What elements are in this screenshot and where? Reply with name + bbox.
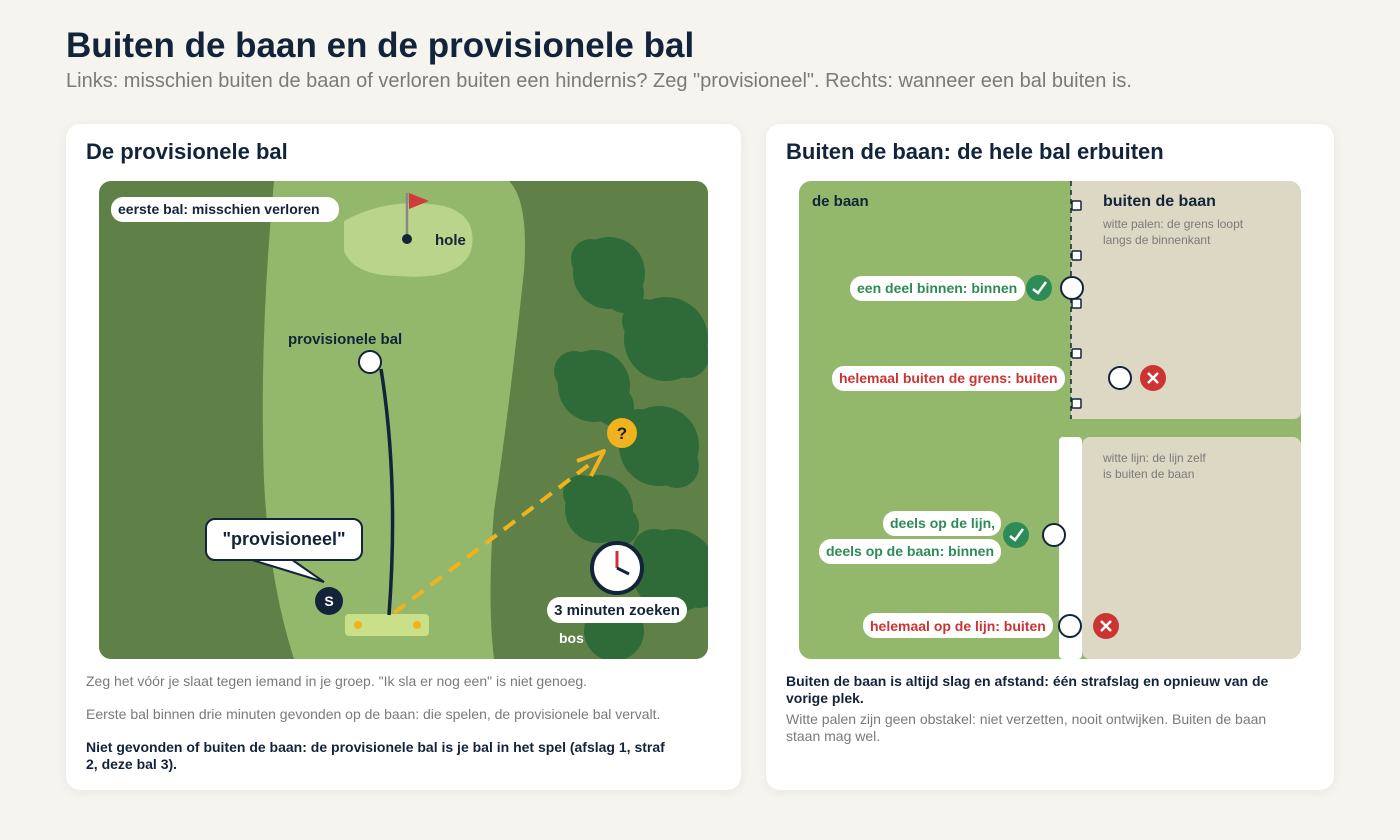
provisional-ball-label: provisionele bal — [288, 331, 403, 348]
hole-label: hole — [435, 232, 466, 249]
hole-icon — [402, 234, 412, 244]
player-label: S — [324, 593, 334, 609]
fully-line-label: helemaal op de lijn: buiten — [870, 618, 1046, 634]
oob-note: Witte palen zijn geen obstakel: niet verzetten, nooit ontwijken. Buiten de baan staan mag wel. — [786, 711, 1267, 744]
note-not-found: Niet gevonden of buiten de baan: de provisionele bal is je bal in het spel (afslag 1, straf 2, deze bal 3). — [86, 739, 665, 772]
course-label: de baan — [812, 193, 869, 210]
search-label: 3 minuten zoeken — [554, 602, 680, 619]
ball-partly-line — [1043, 524, 1065, 546]
note-announce: Zeg het vóór je slaat tegen iemand in je groep. "Ik sla er nog een" is niet genoeg. — [86, 673, 588, 689]
provisional-card-title: De provisionele bal — [86, 139, 288, 164]
out-of-bounds-card — [766, 124, 1334, 790]
partly-line-label-1: deels op de lijn, — [890, 515, 996, 531]
oob-card-title: Buiten de baan: de hele bal erbuiten — [786, 139, 1164, 164]
tee-marker — [413, 621, 421, 629]
note-found: Eerste bal binnen drie minuten gevonden op de baan: die spelen, de provisionele bal vervalt. — [86, 706, 661, 722]
ball-fully-outside — [1109, 367, 1131, 389]
tee-marker — [354, 621, 362, 629]
page-title: Buiten de baan en de provisionele bal — [66, 26, 695, 65]
page-subtitle: Links: misschien buiten de baan of verloren buiten een hindernis? Zeg "provisioneel". Rechts: wanneer een bal buiten is. — [66, 70, 1132, 92]
check-icon — [1003, 522, 1029, 548]
fully-outside-label: helemaal buiten de grens: buiten — [839, 370, 1058, 386]
first-ball-label: eerste bal: misschien verloren — [118, 201, 320, 217]
stakes-note-2: langs de binnenkant — [1103, 233, 1211, 247]
oob-label: buiten de baan — [1103, 193, 1216, 210]
partly-line-label-2: deels op de baan: binnen — [826, 543, 995, 559]
woods-label: bos — [559, 630, 584, 646]
line-note-2: is buiten de baan — [1103, 467, 1195, 481]
line-note-1: witte lijn: de lijn zelf — [1103, 451, 1206, 465]
oob-note-bold: Buiten de baan is altijd slag en afstand: één strafslag en opnieuw van de vorige plek. — [786, 673, 1269, 706]
provisional-ball — [359, 351, 381, 373]
question-mark: ? — [616, 424, 628, 443]
speech-text: "provisioneel" — [222, 529, 346, 549]
provisional-ball-card — [66, 124, 741, 790]
provisional-diagram — [99, 181, 708, 659]
oob-diagram — [799, 181, 1301, 659]
stakes-note-1: witte palen: de grens loopt — [1103, 217, 1244, 231]
check-icon — [1026, 275, 1052, 301]
ball-fully-line — [1059, 615, 1081, 637]
part-inside-label: een deel binnen: binnen — [857, 280, 1018, 296]
ball-part-inside — [1061, 277, 1083, 299]
